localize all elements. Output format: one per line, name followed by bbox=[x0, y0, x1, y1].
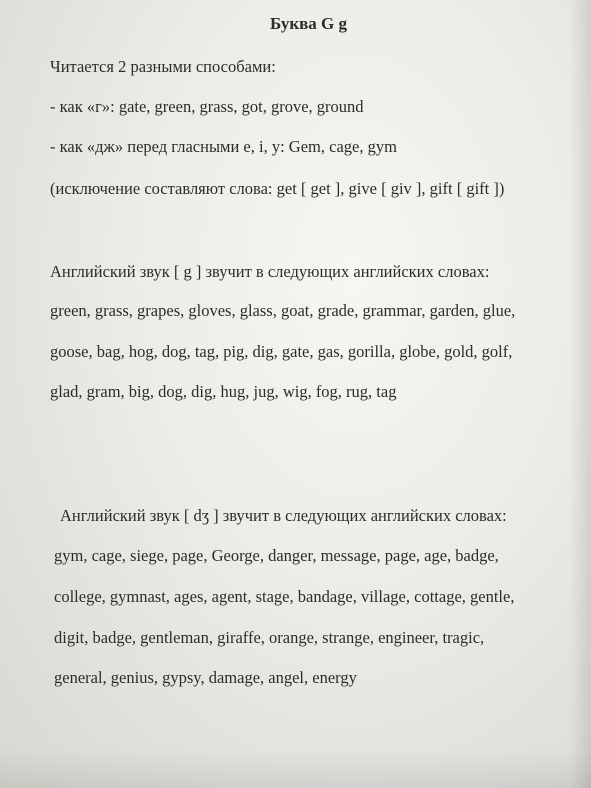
intro-line-1: Читается 2 разными способами: bbox=[50, 57, 276, 76]
section-dz-words-line-2: college, gymnast, ages, agent, stage, bandage, village, cottage, gentle, bbox=[54, 587, 515, 606]
section-dz-heading: Английский звук [ dʒ ] звучит в следующих английских словах: bbox=[60, 506, 507, 525]
intro-line-2: - как «г»: gate, green, grass, got, grove, ground bbox=[50, 97, 364, 116]
section-g-words-line-1: green, grass, grapes, gloves, glass, goat, grade, grammar, garden, glue, bbox=[50, 301, 516, 320]
section-dz-words-line-4: general, genius, gypsy, damage, angel, energy bbox=[54, 668, 357, 687]
page-title: Буква G g bbox=[270, 14, 348, 33]
section-g-words-line-3: glad, gram, big, dog, dig, hug, jug, wig, fog, rug, tag bbox=[50, 382, 397, 401]
section-dz-words-line-3: digit, badge, gentleman, giraffe, orange, strange, engineer, tragic, bbox=[54, 628, 485, 647]
intro-line-4: (исключение составляют слова: get [ get ], give [ giv ], gift [ gift ]) bbox=[50, 179, 505, 198]
section-g-heading: Английский звук [ g ] звучит в следующих английских словах: bbox=[50, 262, 490, 281]
section-g-words-line-2: goose, bag, hog, dog, tag, pig, dig, gate, gas, gorilla, globe, gold, golf, bbox=[50, 342, 513, 361]
paper-shadow-right bbox=[569, 0, 591, 788]
section-dz-words-line-1: gym, cage, siege, page, George, danger, message, page, age, badge, bbox=[54, 546, 499, 565]
intro-line-3: - как «дж» перед гласными e, i, y: Gem, cage, gym bbox=[50, 137, 397, 156]
paper-shadow-bottom bbox=[0, 748, 591, 788]
